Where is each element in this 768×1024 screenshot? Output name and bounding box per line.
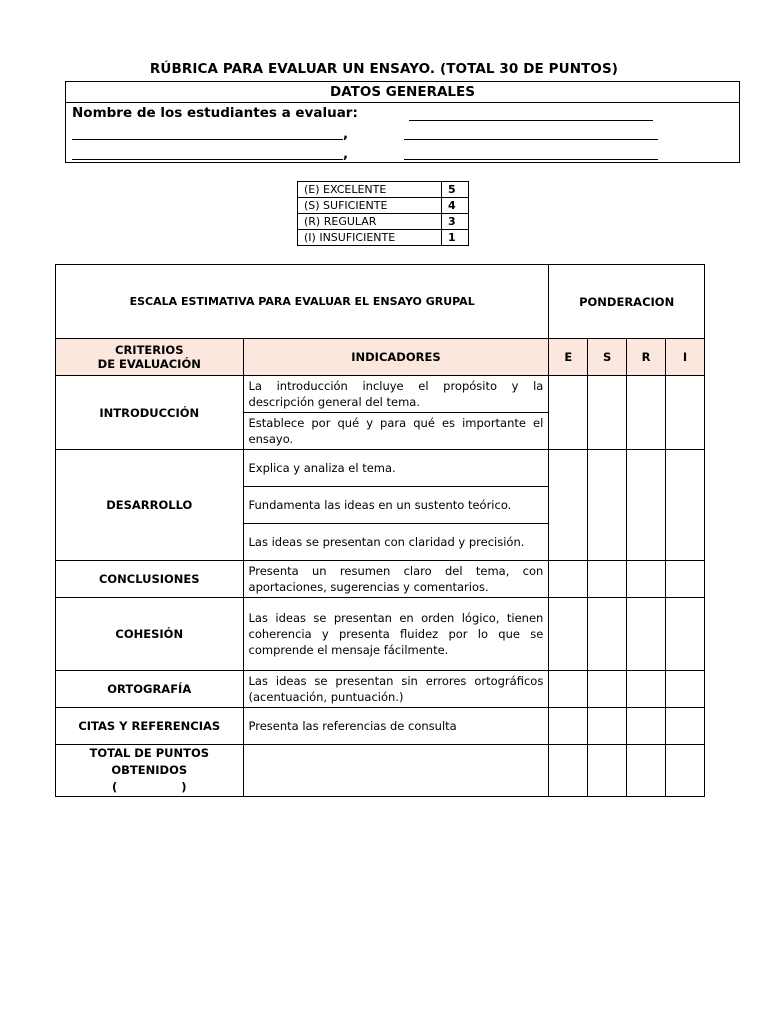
criterio-ortografia: ORTOGRAFÍA (56, 671, 244, 708)
name-line-4[interactable] (72, 159, 343, 160)
score-cell-s[interactable] (588, 598, 627, 671)
scale-label: (S) SUFICIENTE (298, 198, 442, 214)
score-cell-s[interactable] (588, 671, 627, 708)
name-line-3[interactable] (404, 139, 658, 140)
score-cell-i[interactable] (666, 376, 705, 450)
total-label-line1: TOTAL DE PUNTOS (89, 746, 210, 760)
indicador: La introducción incluye el propósito y la descripción general del tema. (243, 376, 549, 413)
score-cell-r[interactable] (627, 450, 666, 561)
indicador: Las ideas se presentan sin errores ortográficos (acentuación, puntuación.) (243, 671, 549, 708)
scale-value: 5 (442, 182, 469, 198)
page-title: RÚBRICA PARA EVALUAR UN ENSAYO. (TOTAL 30 DE PUNTOS) (149, 61, 619, 77)
total-row (56, 745, 705, 797)
score-cell-e[interactable] (549, 450, 588, 561)
scale-table (297, 181, 469, 246)
criterio-citas: CITAS Y REFERENCIAS (56, 708, 244, 745)
name-line-5[interactable] (404, 159, 658, 160)
total-score-r[interactable] (627, 745, 666, 797)
total-score-s[interactable] (588, 745, 627, 797)
table-row (56, 561, 705, 598)
score-cell-e[interactable] (549, 598, 588, 671)
table-row (56, 598, 705, 671)
total-label (56, 745, 244, 797)
ponderacion-header: PONDERACION (549, 265, 705, 339)
rubric-title-row (56, 265, 705, 339)
total-points-field[interactable]: ( ) (111, 780, 187, 794)
total-score-i[interactable] (666, 745, 705, 797)
scale-label: (R) REGULAR (298, 214, 442, 230)
scale-row (298, 230, 469, 246)
name-line-1[interactable] (409, 120, 653, 121)
criterio-introduccion: INTRODUCCIÓN (56, 376, 244, 450)
indicador: Fundamenta las ideas en un sustento teórico. (243, 487, 549, 524)
indicadores-header: INDICADORES (243, 339, 549, 376)
criterio-desarrollo: DESARROLLO (56, 450, 244, 561)
score-cell-i[interactable] (666, 450, 705, 561)
datos-generales-header: DATOS GENERALES (66, 82, 739, 103)
criterios-header-line1: CRITERIOS (115, 343, 184, 357)
col-s-header: S (588, 339, 627, 376)
scale-label: (I) INSUFICIENTE (298, 230, 442, 246)
rubric-table (55, 264, 705, 797)
name-line-2[interactable] (72, 139, 343, 140)
comma-1: , (343, 126, 349, 142)
criterio-cohesion: COHESIÓN (56, 598, 244, 671)
scale-row (298, 198, 469, 214)
table-row (56, 376, 705, 413)
score-cell-r[interactable] (627, 561, 666, 598)
indicador: Presenta un resumen claro del tema, con aportaciones, sugerencias y comentarios. (243, 561, 549, 598)
table-row (56, 450, 705, 487)
total-label-line2: OBTENIDOS (111, 763, 188, 777)
scale-row (298, 182, 469, 198)
indicador: Explica y analiza el tema. (243, 450, 549, 487)
scale-row (298, 214, 469, 230)
datos-generales-box (65, 81, 740, 163)
col-i-header: I (666, 339, 705, 376)
scale-value: 3 (442, 214, 469, 230)
scale-value: 1 (442, 230, 469, 246)
table-row (56, 671, 705, 708)
score-cell-s[interactable] (588, 376, 627, 450)
table-row (56, 708, 705, 745)
score-cell-r[interactable] (627, 671, 666, 708)
nombre-label: Nombre de los estudiantes a evaluar: (72, 105, 358, 121)
scale-label: (E) EXCELENTE (298, 182, 442, 198)
comma-2: , (343, 146, 349, 162)
col-e-header: E (549, 339, 588, 376)
rubric-title: ESCALA ESTIMATIVA PARA EVALUAR EL ENSAYO GRUPAL (56, 265, 549, 339)
score-cell-e[interactable] (549, 671, 588, 708)
indicador: Establece por qué y para qué es importante el ensayo. (243, 413, 549, 450)
score-cell-e[interactable] (549, 376, 588, 450)
score-cell-s[interactable] (588, 450, 627, 561)
indicador: Las ideas se presentan en orden lógico, tienen coherencia y presenta fluidez por lo que se comprende el mensaje fácilmente. (243, 598, 549, 671)
total-indicador-cell (243, 745, 549, 797)
score-cell-e[interactable] (549, 708, 588, 745)
column-header-row (56, 339, 705, 376)
score-cell-r[interactable] (627, 376, 666, 450)
indicador: Presenta las referencias de consulta (243, 708, 549, 745)
criterios-header-line2: DE EVALUACIÓN (97, 357, 201, 371)
score-cell-r[interactable] (627, 598, 666, 671)
criterio-conclusiones: CONCLUSIONES (56, 561, 244, 598)
score-cell-r[interactable] (627, 708, 666, 745)
indicador: Las ideas se presentan con claridad y precisión. (243, 524, 549, 561)
total-score-e[interactable] (549, 745, 588, 797)
score-cell-e[interactable] (549, 561, 588, 598)
score-cell-i[interactable] (666, 561, 705, 598)
score-cell-i[interactable] (666, 671, 705, 708)
scale-value: 4 (442, 198, 469, 214)
score-cell-s[interactable] (588, 561, 627, 598)
criterios-header (56, 339, 244, 376)
score-cell-s[interactable] (588, 708, 627, 745)
score-cell-i[interactable] (666, 598, 705, 671)
col-r-header: R (627, 339, 666, 376)
score-cell-i[interactable] (666, 708, 705, 745)
